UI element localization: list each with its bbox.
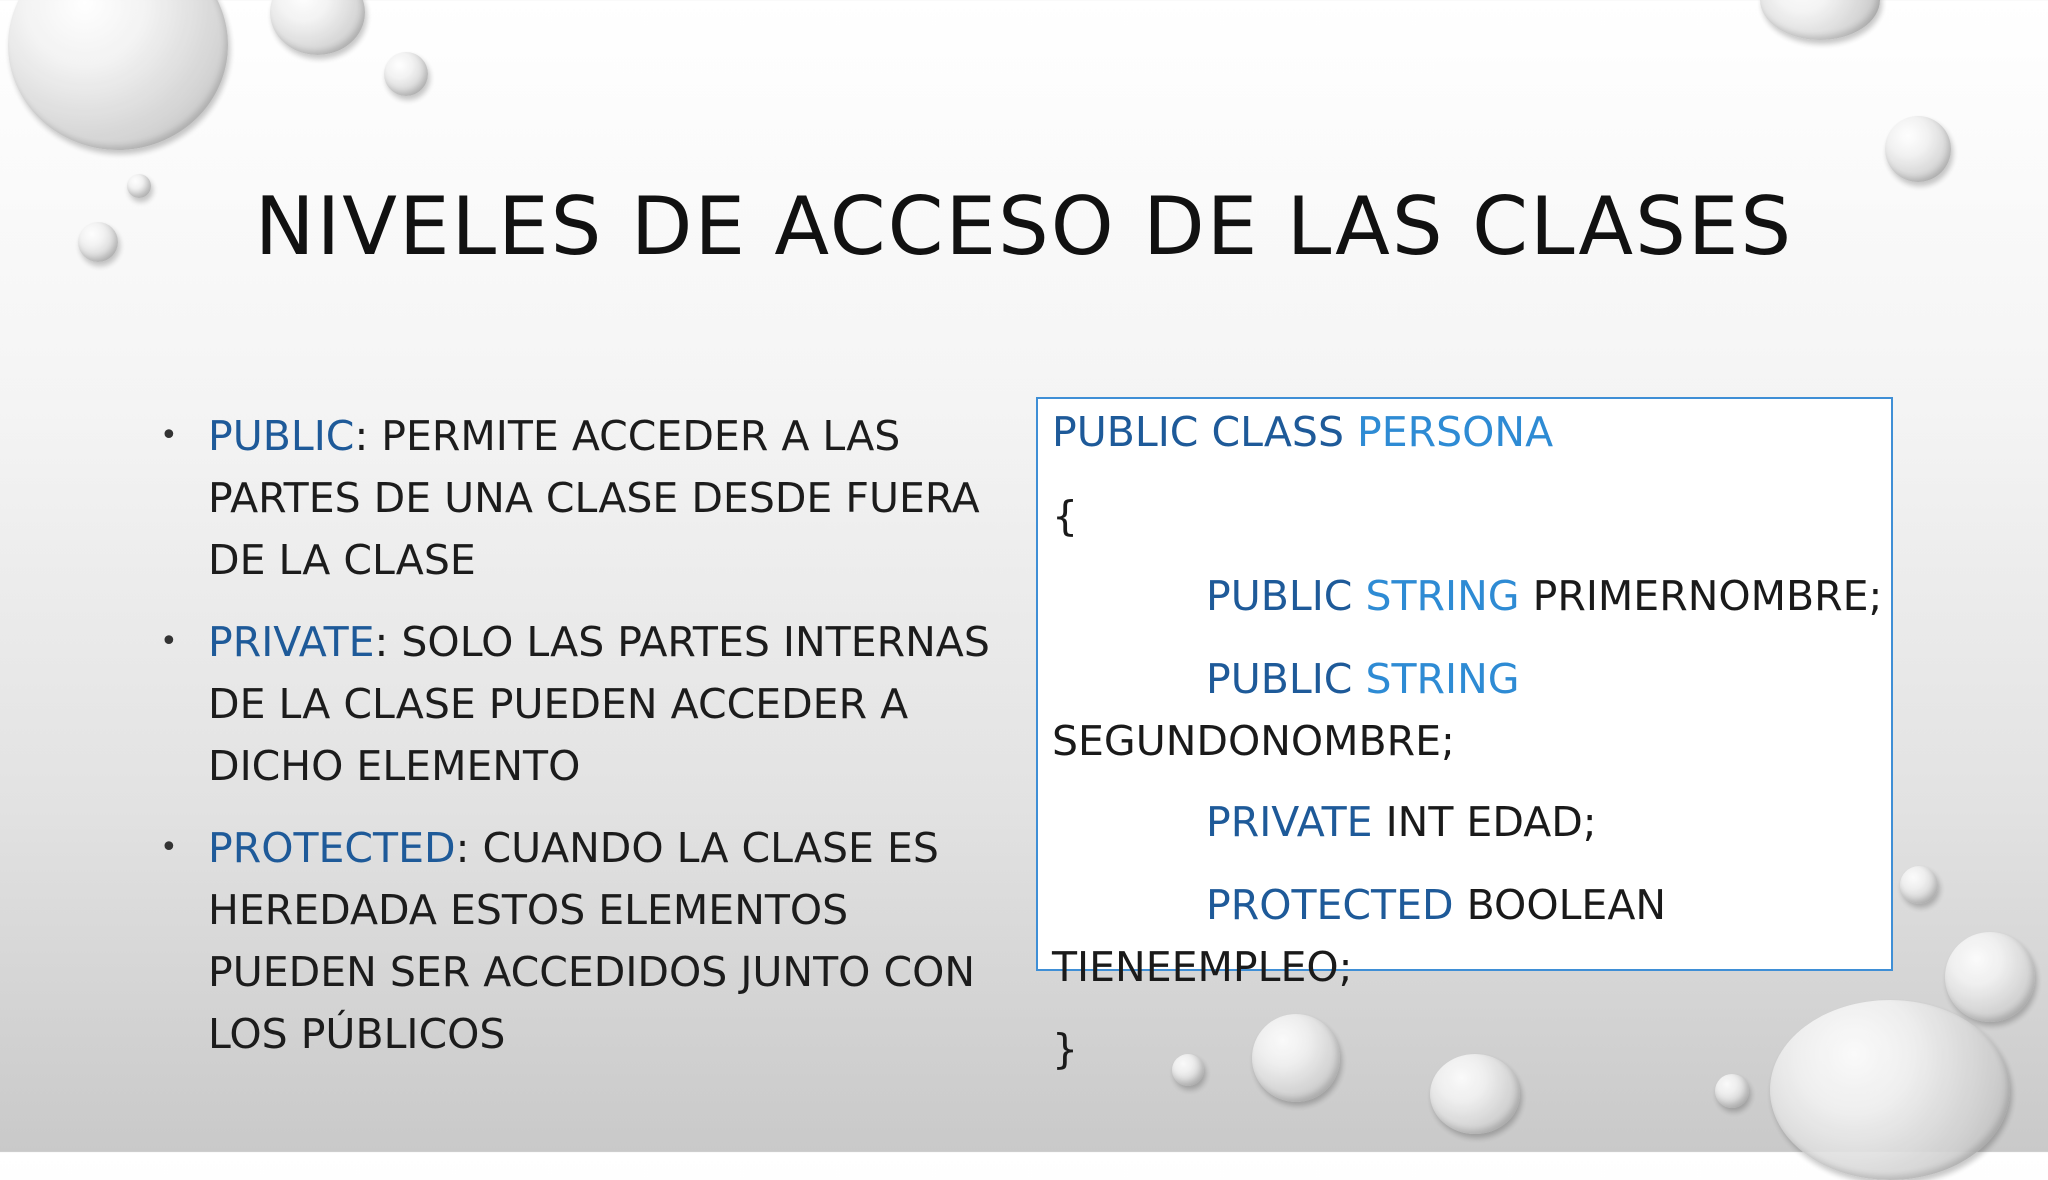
bullet-text: : CUANDO LA CLASE ES bbox=[455, 824, 939, 872]
code-line-field bbox=[1052, 881, 1666, 929]
keyword-protected: PROTECTED bbox=[208, 824, 456, 872]
keyword-public: PUBLIC bbox=[208, 412, 355, 460]
bullet-text: DE LA CLASE bbox=[208, 536, 476, 584]
water-drop-icon bbox=[1715, 1074, 1749, 1108]
code-keyword: PRIVATE bbox=[1206, 798, 1373, 846]
bullet-text: HEREDADA ESTOS ELEMENTOS bbox=[208, 886, 849, 934]
code-type: STRING bbox=[1365, 572, 1520, 620]
code-open-brace: { bbox=[1052, 492, 1079, 540]
water-drop-icon bbox=[1252, 1014, 1340, 1102]
water-drop-icon bbox=[270, 0, 365, 55]
code-class-name: PERSONA bbox=[1357, 408, 1554, 456]
code-type: STRING bbox=[1365, 655, 1520, 703]
water-drop-icon bbox=[1172, 1054, 1204, 1086]
bullet-text: PARTES DE UNA CLASE DESDE FUERA bbox=[208, 474, 980, 522]
code-identifier: TIENEEMPLEO; bbox=[1052, 943, 1353, 991]
water-drop-icon bbox=[8, 0, 228, 150]
bullet-text: : PERMITE ACCEDER A LAS bbox=[354, 412, 901, 460]
code-keyword: PUBLIC bbox=[1206, 572, 1353, 620]
water-drop-icon bbox=[1430, 1054, 1520, 1134]
code-line-field bbox=[1052, 798, 1597, 846]
water-drop-icon bbox=[1945, 932, 2035, 1022]
code-line-field bbox=[1052, 572, 1882, 620]
bullet-text: PUEDEN SER ACCEDIDOS JUNTO CON bbox=[208, 948, 976, 996]
bullet-text: DE LA CLASE PUEDEN ACCEDER A bbox=[208, 680, 909, 728]
bullet-text: DICHO ELEMENTO bbox=[208, 742, 581, 790]
list-item bbox=[160, 405, 1020, 591]
list-item bbox=[160, 611, 1020, 797]
water-drop-icon bbox=[1770, 1000, 2010, 1180]
code-close-brace: } bbox=[1052, 1025, 1079, 1073]
code-identifier: INT EDAD; bbox=[1385, 798, 1597, 846]
bullet-text: : SOLO LAS PARTES INTERNAS bbox=[374, 618, 990, 666]
bullet-icon: • bbox=[160, 830, 178, 865]
bullet-icon: • bbox=[160, 418, 178, 453]
bullet-text: LOS PÚBLICOS bbox=[208, 1010, 506, 1058]
code-keyword: PUBLIC CLASS bbox=[1052, 408, 1344, 456]
bullet-list bbox=[160, 405, 1020, 1085]
code-keyword: PUBLIC bbox=[1206, 655, 1353, 703]
code-line-field bbox=[1052, 655, 1520, 703]
code-line-class bbox=[1052, 408, 1553, 456]
bullet-icon: • bbox=[160, 624, 178, 659]
code-keyword: PROTECTED bbox=[1206, 881, 1454, 929]
code-identifier: PRIMERNOMBRE; bbox=[1532, 572, 1883, 620]
keyword-private: PRIVATE bbox=[208, 618, 375, 666]
code-type: BOOLEAN bbox=[1466, 881, 1667, 929]
water-drop-icon bbox=[384, 52, 428, 96]
list-item bbox=[160, 817, 1020, 1065]
slide-title: NIVELES DE ACCESO DE LAS CLASES bbox=[254, 180, 1794, 273]
water-drop-icon bbox=[1760, 0, 1880, 40]
water-drop-icon bbox=[1900, 866, 1938, 904]
water-drop-icon bbox=[1885, 116, 1951, 182]
code-identifier: SEGUNDONOMBRE; bbox=[1052, 717, 1455, 765]
